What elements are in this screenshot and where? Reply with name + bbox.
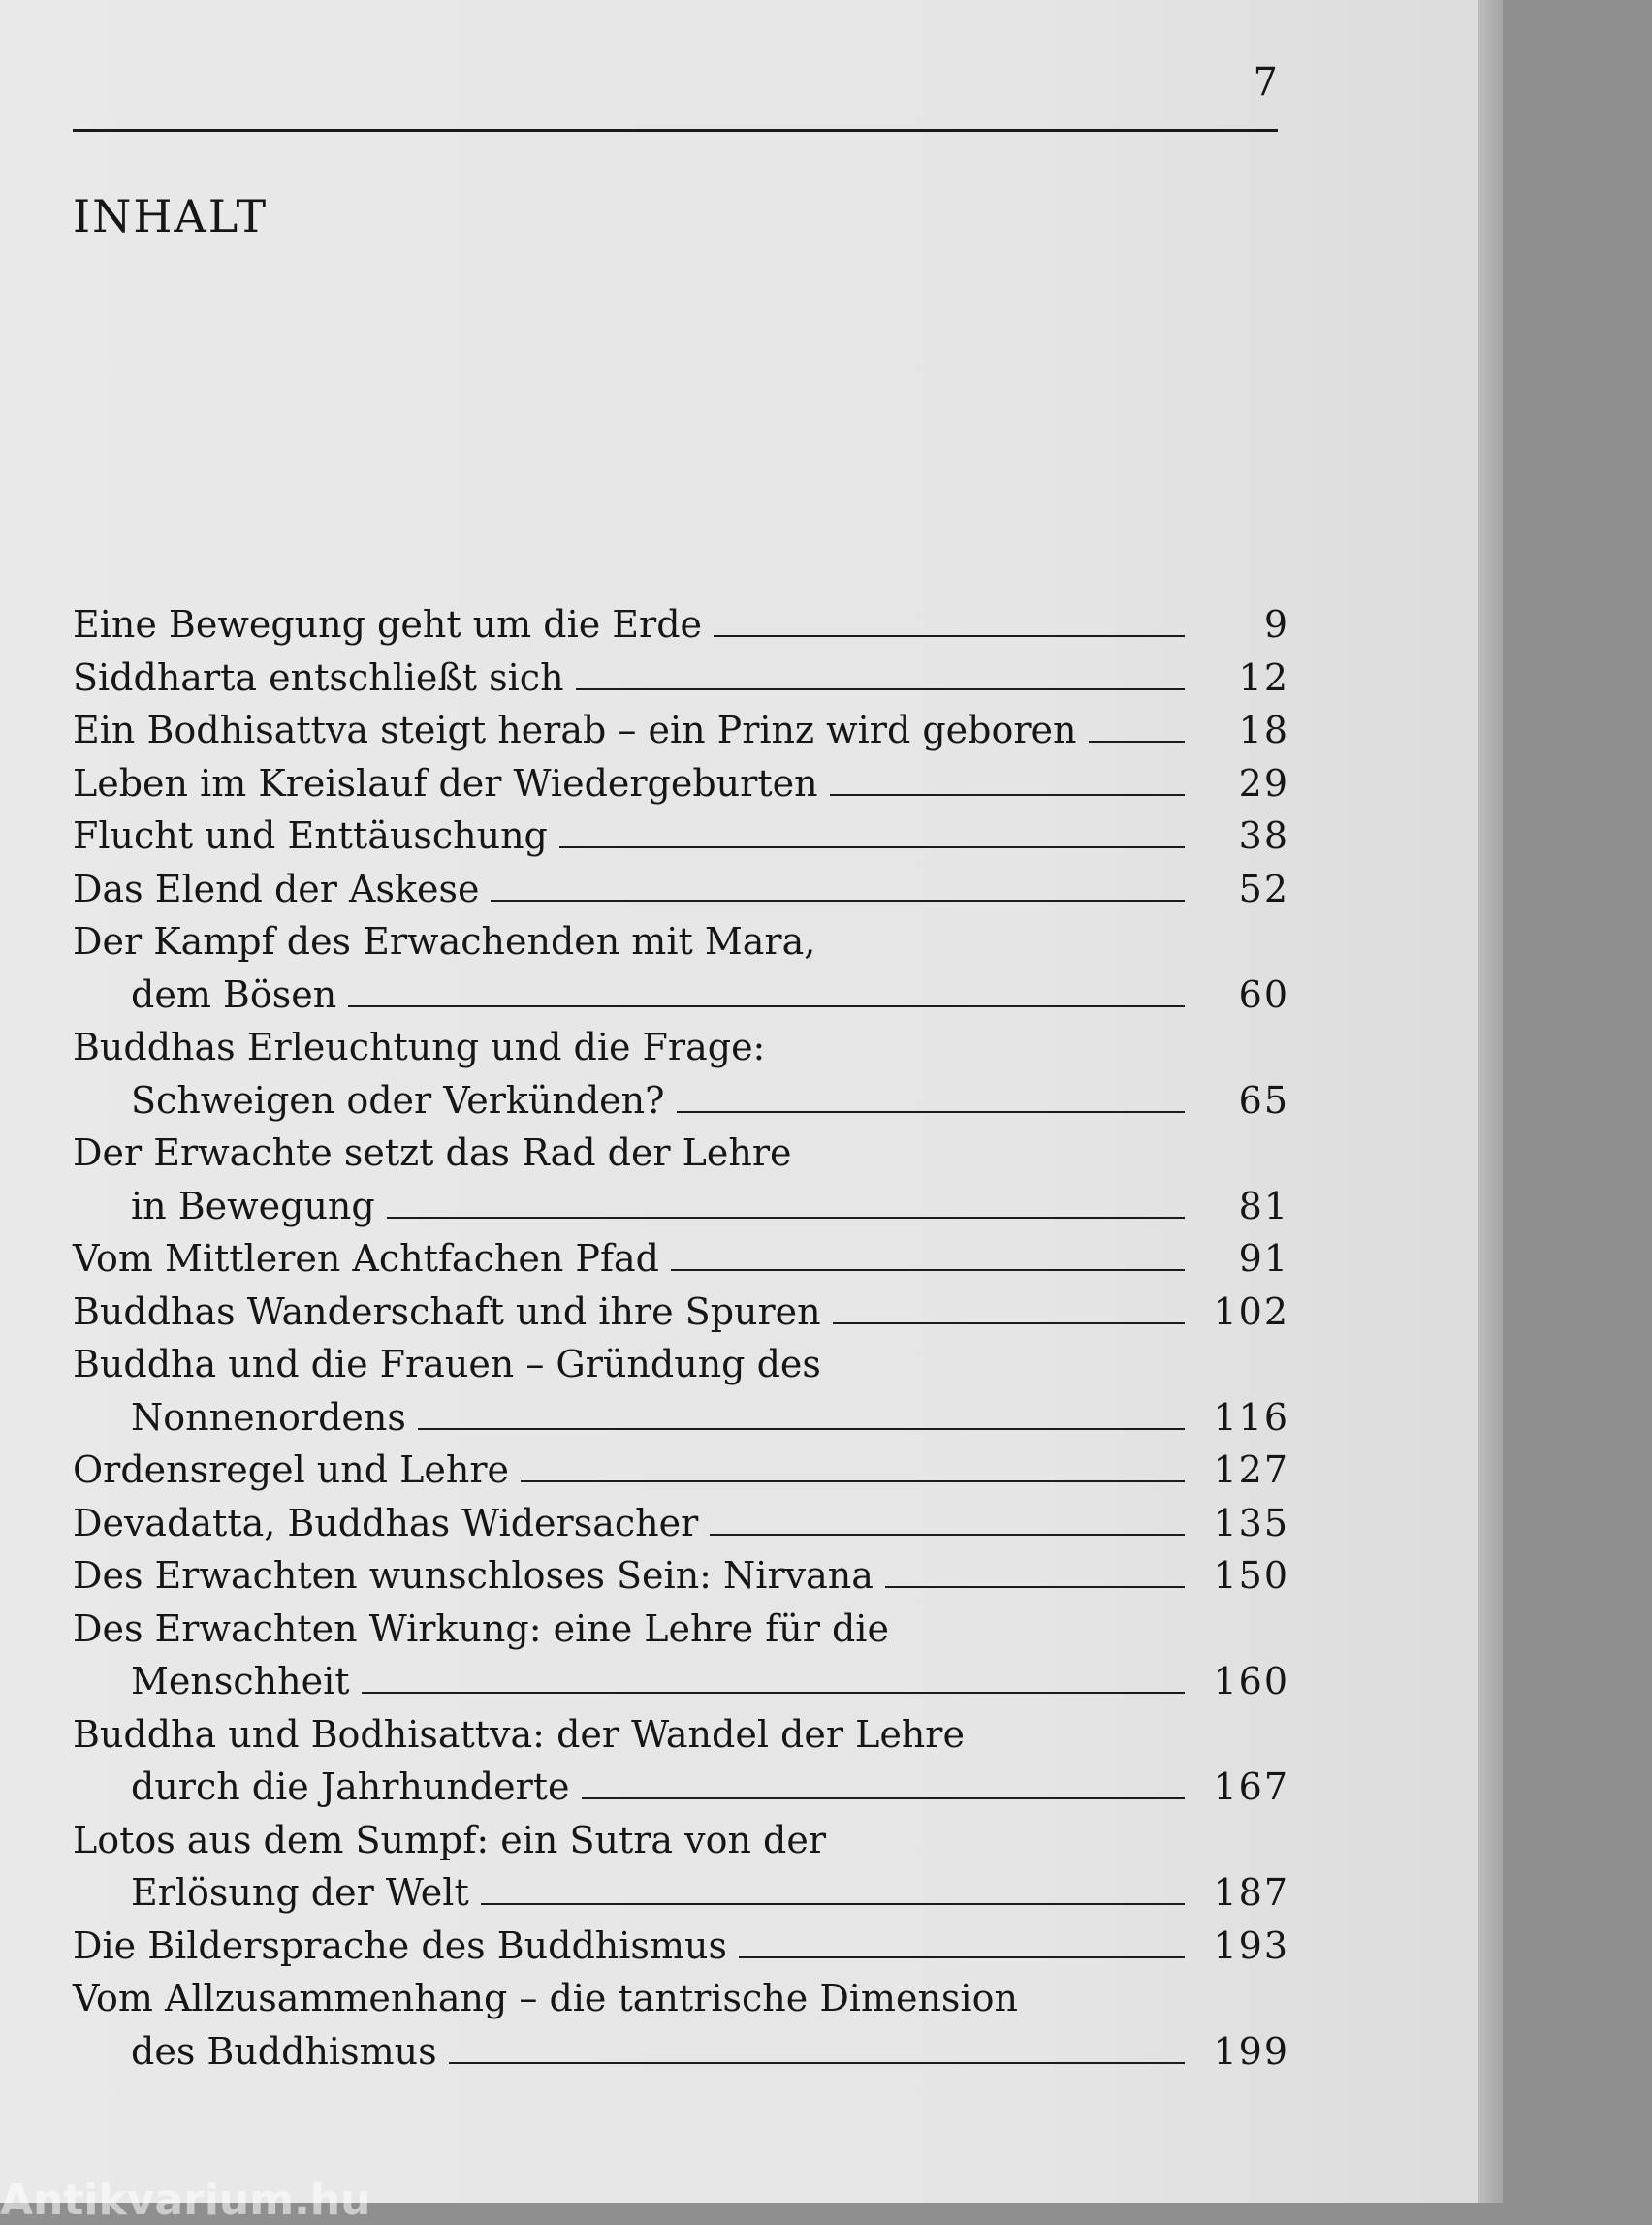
toc-entry-line <box>73 1814 1289 1867</box>
toc-page-number: 12 <box>1238 655 1289 699</box>
toc-leader-line <box>348 1005 1185 1007</box>
toc-leader-line <box>714 635 1185 637</box>
header-rule <box>73 129 1278 132</box>
toc-entry-title: Flucht und Enttäuschung <box>73 814 548 857</box>
toc-entry-line <box>73 1021 1289 1074</box>
toc-entry-line <box>73 1286 1289 1339</box>
toc-entry-line <box>73 915 1289 969</box>
watermark: Antikvarium.hu <box>0 2176 371 2225</box>
toc-entry-title: Die Bildersprache des Buddhismus <box>73 1923 727 1967</box>
toc-page-number: 65 <box>1238 1078 1289 1122</box>
toc-entry-title: Siddharta entschließt sich <box>73 655 564 699</box>
toc-entry-line <box>73 1444 1289 1497</box>
toc-entry <box>73 1920 1289 1973</box>
toc-entry-line <box>73 1920 1289 1973</box>
toc-entry-title: Vom Mittleren Achtfachen Pfad <box>73 1237 659 1280</box>
toc-entry-title: Lotos aus dem Sumpf: ein Sutra von der <box>73 1818 827 1861</box>
toc-entry-title: Das Elend der Askese <box>73 867 480 910</box>
toc-entry-line <box>73 704 1289 757</box>
toc-entry <box>73 1444 1289 1497</box>
toc-entry <box>73 652 1289 705</box>
toc-entry <box>73 810 1289 863</box>
toc-entry <box>73 1127 1289 1232</box>
toc-page-number: 127 <box>1213 1448 1289 1491</box>
toc-entry-line <box>73 1074 1289 1128</box>
toc-entry-line <box>73 598 1289 652</box>
toc-leader-line <box>576 688 1185 690</box>
toc-page-number: 29 <box>1238 761 1289 805</box>
toc-entry-line <box>73 757 1289 811</box>
toc-entry-line <box>73 810 1289 863</box>
toc-page-number: 81 <box>1238 1184 1289 1227</box>
toc-entry <box>73 1286 1289 1339</box>
toc-entry-title: durch die Jahrhunderte <box>131 1765 570 1808</box>
toc-leader-line <box>362 1692 1185 1694</box>
toc-entry <box>73 1549 1289 1603</box>
toc-page-number: 91 <box>1238 1237 1289 1280</box>
toc-page-number: 9 <box>1263 603 1289 646</box>
toc-page-number: 199 <box>1213 2029 1289 2073</box>
toc-entry-title: Der Erwachte setzt das Rad der Lehre <box>73 1131 792 1174</box>
toc-entry-title: Ordensregel und Lehre <box>73 1448 510 1491</box>
toc-entry-line <box>73 863 1289 916</box>
toc-entry-line <box>73 2025 1289 2079</box>
page-edge <box>1478 0 1503 2203</box>
toc-entry-line <box>73 1232 1289 1286</box>
toc-entry-title: Des Erwachten Wirkung: eine Lehre für die <box>73 1606 889 1650</box>
toc-entry <box>73 1814 1289 1920</box>
toc-entry-line <box>73 1549 1289 1603</box>
toc-entry <box>73 704 1289 757</box>
toc-leader-line <box>582 1797 1185 1799</box>
toc-entry-title: dem Bösen <box>131 972 337 1016</box>
toc-entry-line <box>73 1497 1289 1550</box>
toc-page-number: 52 <box>1238 867 1289 910</box>
toc-entry-title: Buddhas Erleuchtung und die Frage: <box>73 1026 766 1068</box>
toc-entry-title: Eine Bewegung geht um die Erde <box>73 603 703 646</box>
toc-entry-title: Devadatta, Buddhas Widersacher <box>73 1501 699 1544</box>
toc-entry-title: Schweigen oder Verkünden? <box>131 1078 665 1122</box>
toc-entry-line <box>73 1127 1289 1180</box>
toc-entry-title: in Bewegung <box>131 1184 375 1227</box>
toc-leader-line <box>559 846 1185 848</box>
toc-entry-title: Der Kampf des Erwachenden mit Mara, <box>73 920 816 963</box>
toc-entry <box>73 1603 1289 1708</box>
toc-leader-line <box>833 1322 1185 1324</box>
toc-entry-line <box>73 652 1289 705</box>
toc-page-number: 18 <box>1238 709 1289 751</box>
toc-entry-line <box>73 1972 1289 2025</box>
toc-leader-line <box>418 1428 1185 1430</box>
toc-entry <box>73 915 1289 1021</box>
toc-leader-line <box>481 1903 1185 1905</box>
toc-entry <box>73 1021 1289 1127</box>
toc-entry <box>73 1972 1289 2078</box>
toc-leader-line <box>491 900 1185 902</box>
toc-page-number: 116 <box>1213 1395 1289 1439</box>
toc-entry-line <box>73 969 1289 1022</box>
toc-entry-line <box>73 1603 1289 1656</box>
toc-entry-title: Ein Bodhisattva steigt herab – ein Prinz wird geboren <box>73 709 1077 751</box>
toc-entry-line <box>73 1655 1289 1708</box>
toc-page-number: 167 <box>1213 1765 1289 1808</box>
toc-entry-title: des Buddhismus <box>131 2029 437 2073</box>
toc-page-number: 135 <box>1213 1501 1289 1544</box>
toc-entry-title: Des Erwachten wunschloses Sein: Nirvana <box>73 1554 874 1597</box>
toc-page-number: 102 <box>1213 1289 1289 1333</box>
toc-leader-line <box>677 1111 1186 1113</box>
toc-entry-title: Buddha und Bodhisattva: der Wandel der Lehre <box>73 1712 965 1756</box>
toc-entry-title: Buddha und die Frauen – Gründung des <box>73 1343 821 1385</box>
toc-entry <box>73 1338 1289 1444</box>
toc-leader-line <box>521 1480 1185 1482</box>
toc-entry-line <box>73 1866 1289 1920</box>
toc-entry-title: Nonnenordens <box>131 1395 406 1439</box>
toc-page-number: 193 <box>1213 1923 1289 1967</box>
toc-entry-line <box>73 1761 1289 1814</box>
toc-page-number: 38 <box>1238 814 1289 857</box>
toc-page-number: 150 <box>1213 1554 1289 1597</box>
toc-entry-title: Erlösung der Welt <box>131 1871 469 1914</box>
toc-entry <box>73 1232 1289 1286</box>
toc-page-number: 187 <box>1213 1871 1289 1914</box>
toc-leader-line <box>739 1956 1185 1958</box>
toc-entry-title: Leben im Kreislauf der Wiedergeburten <box>73 761 818 805</box>
toc-entry-line <box>73 1180 1289 1233</box>
toc-leader-line <box>885 1586 1185 1588</box>
toc-entry-line <box>73 1391 1289 1445</box>
toc-entry-line <box>73 1338 1289 1391</box>
toc-leader-line <box>830 794 1185 796</box>
toc-entry <box>73 1708 1289 1814</box>
toc-leader-line <box>449 2062 1185 2064</box>
toc-entry-title: Vom Allzusammenhang – die tantrische Dimension <box>73 1977 1018 2019</box>
toc-leader-line <box>710 1534 1185 1536</box>
toc-leader-line <box>387 1217 1185 1219</box>
toc-page-number: 160 <box>1213 1660 1289 1702</box>
toc-entry-title: Buddhas Wanderschaft und ihre Spuren <box>73 1289 821 1333</box>
toc-entry <box>73 863 1289 916</box>
toc-entry <box>73 757 1289 811</box>
toc-leader-line <box>1089 741 1186 743</box>
page-title: INHALT <box>73 190 269 242</box>
table-of-contents <box>73 598 1289 2078</box>
toc-entry-line <box>73 1708 1289 1762</box>
toc-leader-line <box>671 1269 1185 1271</box>
toc-entry <box>73 598 1289 652</box>
toc-entry-title: Menschheit <box>131 1660 350 1702</box>
page-number: 7 <box>1253 60 1278 105</box>
toc-entry <box>73 1497 1289 1550</box>
toc-page-number: 60 <box>1238 972 1289 1016</box>
